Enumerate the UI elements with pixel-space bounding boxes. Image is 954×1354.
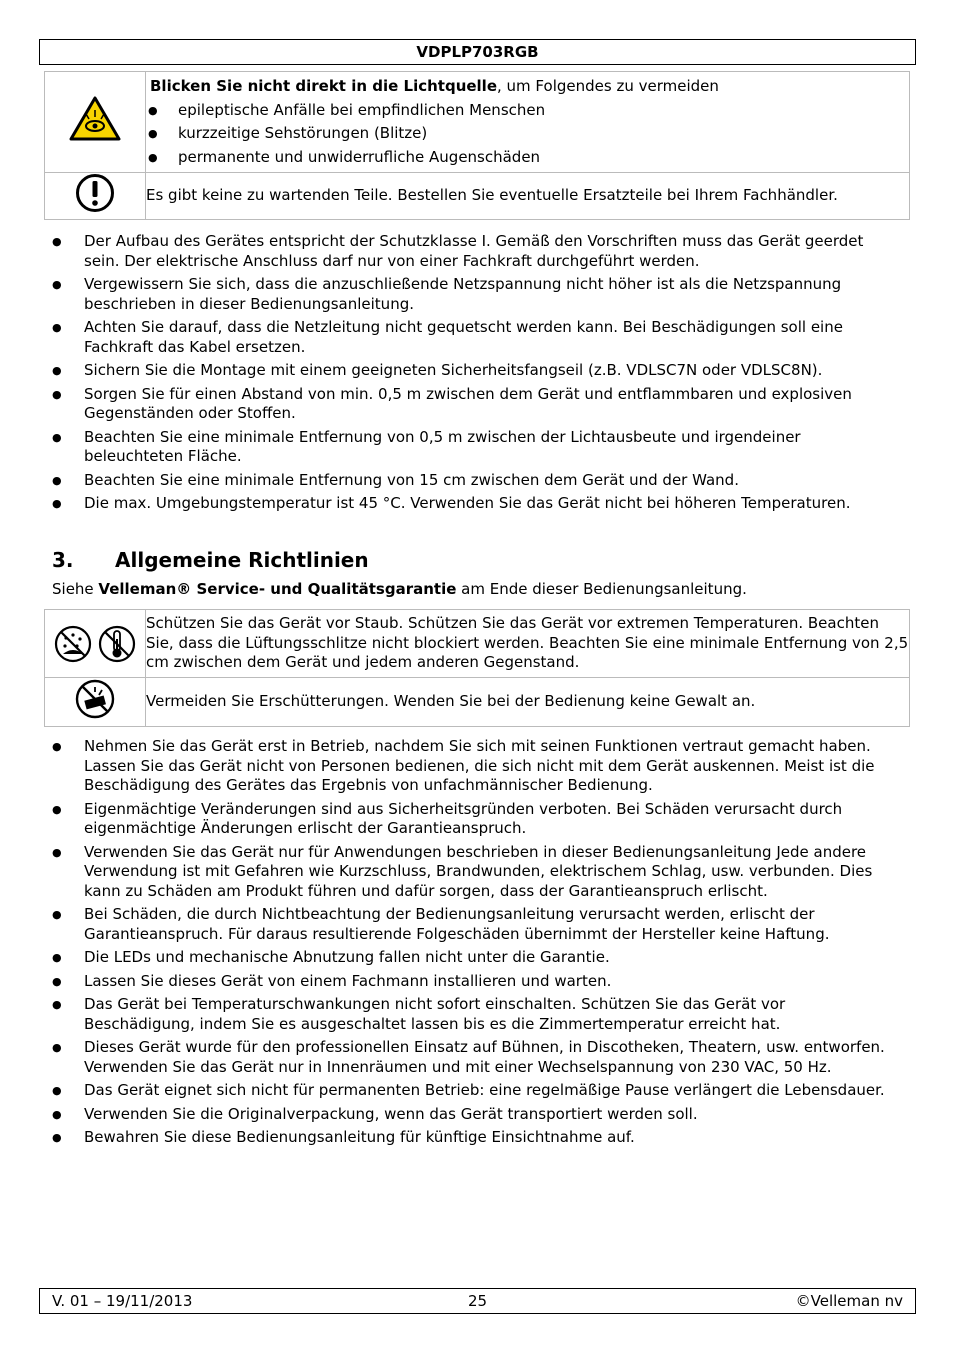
list-item: ● Achten Sie darauf, dass die Netzleitung nicht gequetscht werden kann. Bei Beschädigungen soll eine Fachkraft das Kabel ersetzen. [44, 318, 894, 357]
list-item: ● Sichern Sie die Montage mit einem geeigneten Sicherheitsfangseil (z.B. VDLSC7N oder VDLSC8N). [44, 361, 894, 381]
list-item: ● Die LEDs und mechanische Abnutzung fallen nicht unter die Garantie. [44, 948, 894, 968]
list-item: ● Vergewissern Sie sich, dass die anzuschließende Netzspannung nicht höher ist als die Netzspannung beschrieben in dieser Bedienungsanleitung. [44, 275, 894, 314]
no-shock-icon [74, 678, 116, 720]
guidelines-bullet-list [44, 737, 894, 1152]
section-title: Allgemeine Richtlinien [115, 548, 369, 572]
list-item: ● Verwenden Sie das Gerät nur für Anwendungen beschrieben in dieser Bedienungsanleitung Jede andere Verwendung ist mit Gefahren wie Kurzschluss, Brandwunden, elektrischem Schlag, usw. verbunden. Dies kann zu Schäden am Produkt führen und dafür sorgen, dass der Garantieanspruch erlischt. [44, 843, 894, 902]
warning-row-eye [45, 72, 910, 173]
list-item: ● Das Gerät eignet sich nicht für permanenten Betrieb: eine regelmäßige Pause verlängert die Lebensdauer. [44, 1081, 894, 1101]
safety-bullet-list [44, 232, 894, 518]
list-item: ● Der Aufbau des Gerätes entspricht der Schutzklasse I. Gemäß den Vorschriften muss das Gerät geerdet sein. Der elektrische Anschluss darf nur von einer Fachkraft durchgeführt werden. [44, 232, 894, 271]
warning-row-shock [45, 678, 910, 727]
list-item: ● Beachten Sie eine minimale Entfernung von 0,5 m zwischen der Lichtausbeute und irgendeiner beleuchteten Fläche. [44, 428, 894, 467]
warning-text-cell: Es gibt keine zu wartenden Teile. Bestellen Sie eventuelle Ersatzteile bei Ihrem Fachhändler. [146, 173, 910, 220]
warning-icon-cell [45, 678, 146, 727]
list-item: ● Nehmen Sie das Gerät erst in Betrieb, nachdem Sie sich mit seinen Funktionen vertraut gemacht haben. Lassen Sie das Gerät nicht von Personen bedienen, die sich nicht mit dem Gerät auskennen. Meist ist die Beschädigung des Gerätes das Ergebnis von unfachmännischer Bedienung. [44, 737, 894, 796]
warning-icon-cell [45, 610, 146, 678]
copyright: ©Velleman nv [795, 1292, 903, 1310]
thermometer-icon [97, 624, 137, 664]
page-number: 25 [467, 1292, 488, 1310]
warning-icon-cell [45, 72, 146, 173]
eye-warning-triangle-icon [69, 96, 121, 142]
model-number: VDPLP703RGB [416, 43, 539, 61]
list-item: ● Dieses Gerät wurde für den professionellen Einsatz auf Bühnen, in Discotheken, Theatern, usw. entworfen. Verwenden Sie das Gerät nur in Innenräumen und mit einer Wechselspannung von 230 VAC, 50 Hz. [44, 1038, 894, 1077]
list-item: ● kurzzeitige Sehstörungen (Blitze) [146, 124, 909, 144]
intro-pre: Siehe [52, 580, 99, 598]
exclamation-circle-icon [75, 173, 115, 213]
warning-text-cell [146, 72, 910, 173]
list-item: ● Die max. Umgebungstemperatur ist 45 °C. Verwenden Sie das Gerät nicht bei höheren Temperaturen. [44, 494, 894, 514]
list-item: ● Sorgen Sie für einen Abstand von min. 0,5 m zwischen dem Gerät und entflammbaren und explosiven Gegenständen oder Stoffen. [44, 385, 894, 424]
list-item: ● Das Gerät bei Temperaturschwankungen nicht sofort einschalten. Schützen Sie das Gerät vor Beschädigung, indem Sie es ausgeschaltet lassen bis es die Zimmertemperatur erreicht hat. [44, 995, 894, 1034]
section-intro [52, 580, 747, 600]
warning-table-1 [44, 71, 910, 220]
warning-table-2 [44, 609, 910, 727]
warning-row-service [45, 173, 910, 220]
section-heading [52, 547, 369, 573]
list-item: ● Beachten Sie eine minimale Entfernung von 15 cm zwischen dem Gerät und der Wand. [44, 471, 894, 491]
list-item: ● Eigenmächtige Veränderungen sind aus Sicherheitsgründen verboten. Bei Schäden verursacht durch eigenmächtige Änderungen erlischt der Garantieanspruch. [44, 800, 894, 839]
intro-bold: Velleman® Service- und Qualitätsgarantie [98, 580, 457, 598]
version-date: V. 01 – 19/11/2013 [52, 1292, 193, 1310]
list-item: ● epileptische Anfälle bei empfindlichen Menschen [146, 101, 909, 121]
no-dust-icon [53, 624, 93, 664]
section-number: 3. [52, 548, 74, 572]
list-item: ● Verwenden Sie die Originalverpackung, wenn das Gerät transportiert werden soll. [44, 1105, 894, 1125]
warning-text-cell: Vermeiden Sie Erschütterungen. Wenden Sie bei der Bedienung keine Gewalt an. [146, 678, 910, 727]
intro-post: am Ende dieser Bedienungsanleitung. [456, 580, 747, 598]
warning-lead-rest: , um Folgendes zu vermeiden [497, 77, 719, 95]
warning-icon-cell [45, 173, 146, 220]
warning-row-dust [45, 610, 910, 678]
list-item: ● permanente und unwiderrufliche Augenschäden [146, 148, 909, 168]
list-item: ● Bei Schäden, die durch Nichtbeachtung der Bedienungsanleitung verursacht werden, erlischt der Garantieanspruch. Für daraus resultierende Folgeschäden übernimmt der Hersteller keine Haftung. [44, 905, 894, 944]
list-item: ● Bewahren Sie diese Bedienungsanleitung für künftige Einsichtnahme auf. [44, 1128, 894, 1148]
warning-text-cell: Schützen Sie das Gerät vor Staub. Schützen Sie das Gerät vor extremen Temperaturen. Beachten Sie, dass die Lüftungsschlitze nicht blockiert werden. Beachten Sie eine minimale Entfernung von 2,5 cm zwischen dem Gerät und jedem anderen Gegenstand. [146, 610, 910, 678]
warning-list [146, 101, 909, 168]
document-header [39, 39, 916, 65]
document-footer [39, 1288, 916, 1314]
warning-lead-bold: Blicken Sie nicht direkt in die Lichtquelle [150, 77, 497, 95]
list-item: ● Lassen Sie dieses Gerät von einem Fachmann installieren und warten. [44, 972, 894, 992]
